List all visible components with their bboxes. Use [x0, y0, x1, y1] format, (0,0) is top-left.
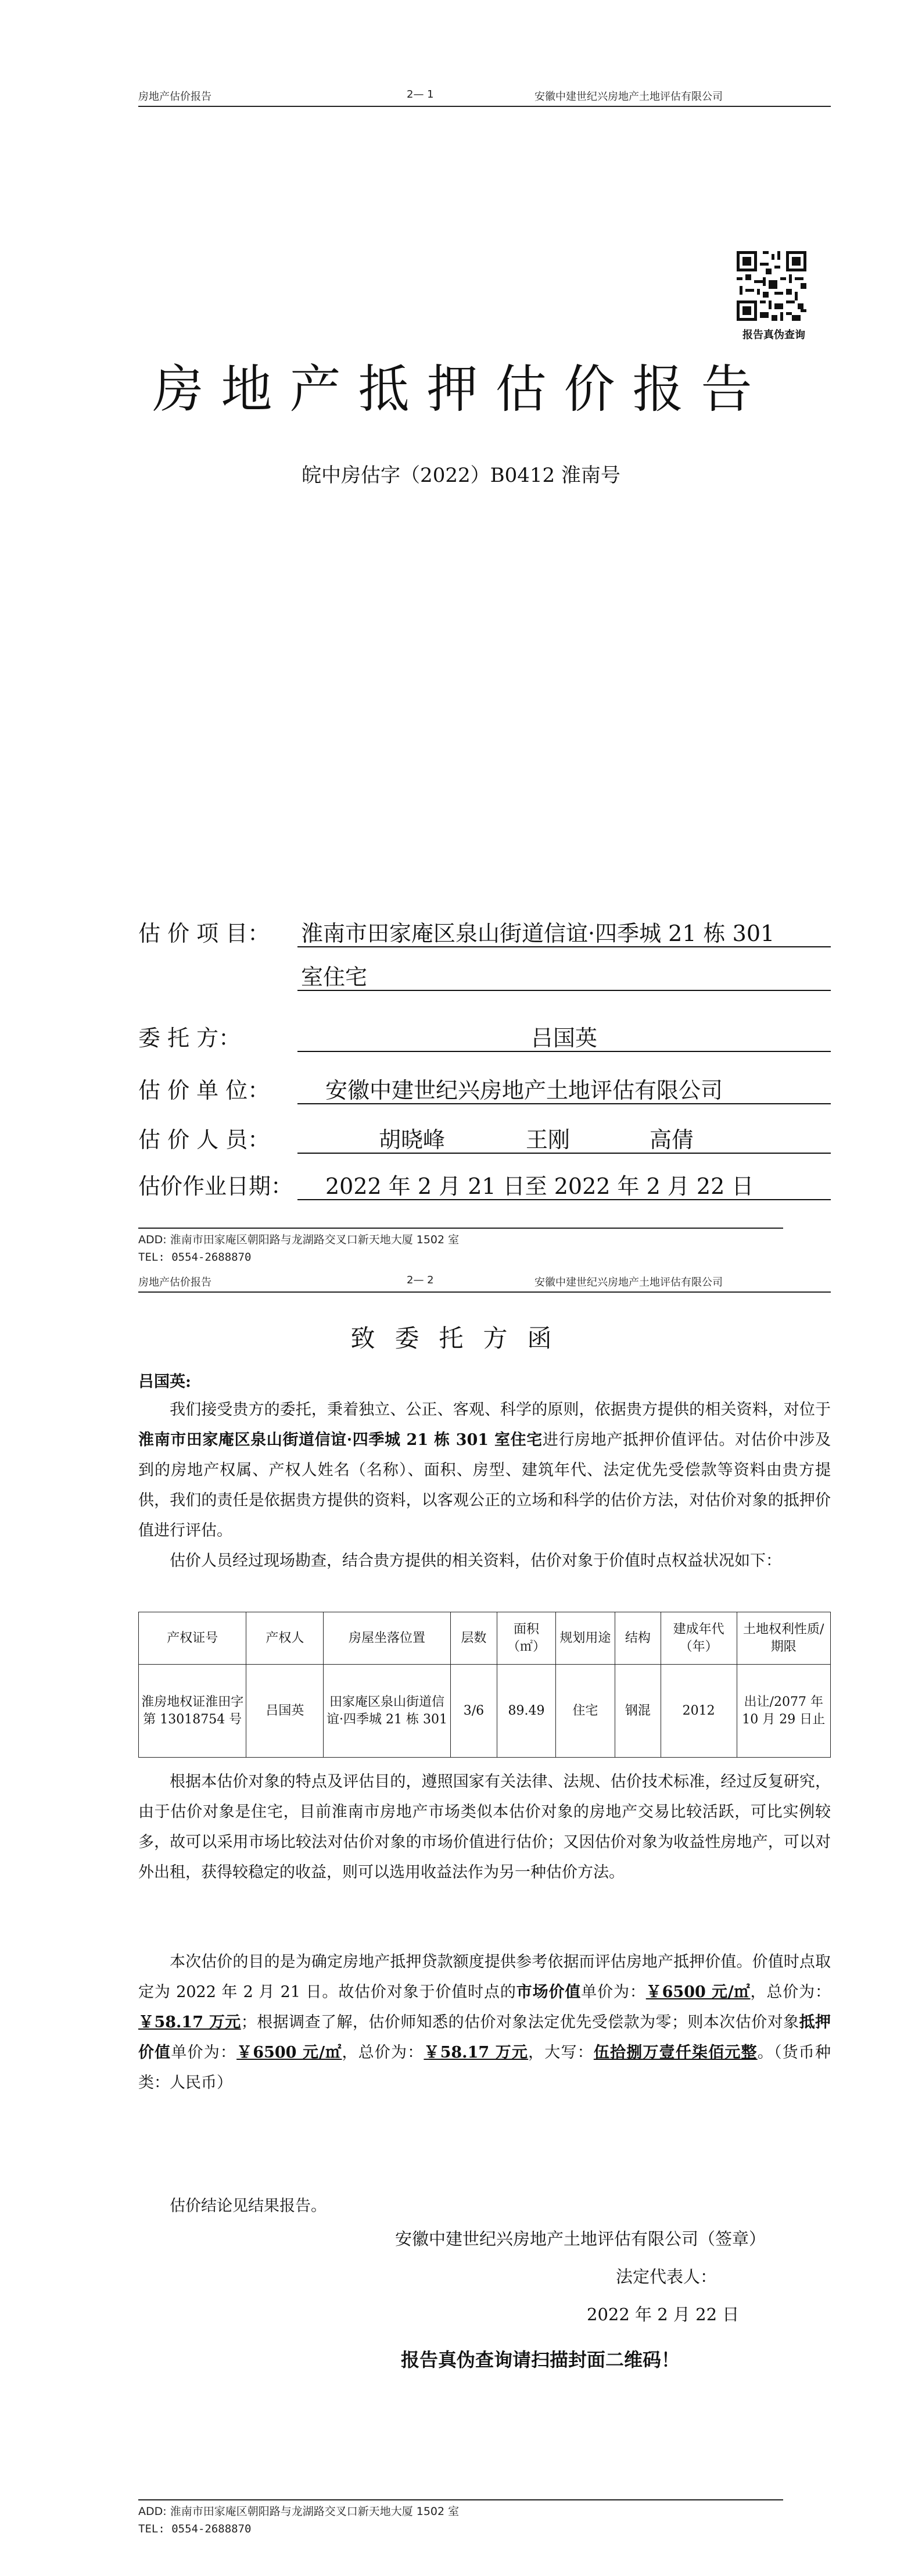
footer-rule — [138, 2499, 783, 2500]
staff-underline — [297, 1153, 831, 1154]
header-left: 房地产估价报告 — [138, 1276, 211, 1289]
footer-address: ADD: 淮南市田家庵区朝阳路与龙湖路交叉口新天地大厦 1502 室 — [138, 1233, 460, 1246]
project-label: 估 价 项 目： — [138, 921, 270, 946]
table-header: 产权证号 — [139, 1612, 246, 1665]
staff-member-2: 王刚 — [526, 1127, 571, 1153]
staff-member-3: 高倩 — [650, 1127, 694, 1153]
paragraph-3: 根据本估价对象的特点及评估目的，遵照国家有关法律、法规、估价技术标准，经过反复研究，由于估价对象是住宅，目前淮南市房地产市场类似本估价对象的房地产交易比较活跃，可比实例较多，故可以采用市场比较法对估价对象的市场价值进行估价；又因估价对象为收益性房地产，可以对外出租，获得较稳定的收益，则可以选用收益法作为另一种估价方法。 — [138, 1773, 831, 1881]
org-label: 估 价 单 位： — [138, 1078, 270, 1103]
footer-address: ADD: 淮南市田家庵区朝阳路与龙湖路交叉口新天地大厦 1502 室 — [138, 2505, 460, 2518]
date-label: 估价作业日期： — [138, 1173, 293, 1199]
date-value: 2022 年 2 月 21 日至 2022 年 2 月 22 日 — [325, 1173, 754, 1199]
header-right: 安徽中建世纪兴房地产土地评估有限公司 — [534, 91, 723, 103]
staff-label: 估 价 人 员： — [138, 1127, 270, 1153]
table-header: 规划用途 — [555, 1612, 615, 1665]
paragraph-2: 估价人员经过现场勘查，结合贵方提供的相关资料，估价对象于价值时点权益状况如下： — [170, 1552, 781, 1570]
report-number: 皖中房估字（2022）B0412 淮南号 — [302, 464, 620, 487]
footer-tel: TEL: 0554-2688870 — [138, 1251, 252, 1264]
header-rule — [138, 1291, 831, 1293]
paragraph-1: 我们接受贵方的委托，秉着独立、公正、客观、科学的原则，依据贵方提供的相关资料，对位于淮南市田家庵区泉山街道信谊·四季城 21 栋 301 室住宅进行房地产抵押价值评估。对估价中涉及到的房地产权属、产权人姓名（名称）、面积、房型、建筑年代、法定优先受偿款等资料由贵方提供，我们的责任是依据贵方提供的资料，以客观公正的立场和科学的估价方法，对估价对象的抵押价值进行评估。 — [138, 1401, 831, 1540]
footer-rule — [138, 1228, 783, 1229]
signature-date: 2022 年 2 月 22 日 — [587, 2305, 740, 2324]
table-cell: 吕国英 — [246, 1665, 324, 1758]
signature-company: 安徽中建世纪兴房地产土地评估有限公司（签章） — [395, 2229, 766, 2249]
signature-representative: 法定代表人： — [616, 2267, 717, 2287]
header-left: 房地产估价报告 — [138, 91, 211, 103]
qr-code-icon[interactable] — [737, 251, 806, 321]
paragraph-4: 本次估价的目的是为确定房地产抵押贷款额度提供参考依据而评估房地产抵押价值。价值时点取定为 2022 年 2 月 21 日。故估价对象于价值时点的市场价值单价为：￥6500 元/㎡，总价为：￥58.17 万元；根据调查了解，估价师知悉的估价对象法定优先受偿款为零；则本次估价对象抵押价值单价为：￥6500 元/㎡，总价为：￥58.17 万元，大写：伍拾捌万壹仟柒佰元整。（货币种类：人民币） — [138, 1953, 831, 2092]
table-header-row — [139, 1612, 831, 1665]
table-header: 建成年代（年） — [661, 1612, 737, 1665]
property-table — [138, 1612, 831, 1758]
table-cell: 89.49 — [497, 1665, 555, 1758]
salutation: 吕国英: — [138, 1373, 191, 1391]
header-rule — [138, 106, 831, 107]
table-row — [139, 1665, 831, 1758]
client-value: 吕国英 — [530, 1025, 597, 1051]
table-header: 土地权利性质/期限 — [737, 1612, 830, 1665]
qr-caption: 报告真伪查询 — [742, 329, 805, 341]
footer-tel: TEL: 0554-2688870 — [138, 2523, 252, 2535]
project-underline-2 — [297, 990, 831, 991]
project-value-line2: 室住宅 — [301, 964, 368, 990]
client-underline — [297, 1051, 831, 1052]
project-underline-1 — [297, 946, 831, 947]
table-cell: 出让/2077 年 10 月 29 日止 — [737, 1665, 830, 1758]
table-cell: 3/6 — [450, 1665, 497, 1758]
report-title: 房地产抵押估价报告 — [152, 359, 770, 419]
table-header: 房屋坐落位置 — [324, 1612, 450, 1665]
table-header: 结构 — [615, 1612, 661, 1665]
letter-title: 致委托方函 — [350, 1324, 572, 1353]
date-underline — [297, 1199, 831, 1200]
client-label: 委 托 方： — [138, 1025, 241, 1051]
header-right: 安徽中建世纪兴房地产土地评估有限公司 — [534, 1276, 723, 1289]
authenticity-notice: 报告真伪查询请扫描封面二维码！ — [401, 2349, 680, 2371]
table-cell: 2012 — [661, 1665, 737, 1758]
table-cell: 住宅 — [555, 1665, 615, 1758]
staff-member-1: 胡晓峰 — [379, 1127, 446, 1153]
table-header: 层数 — [450, 1612, 497, 1665]
table-cell: 淮房地权证淮田字第 13018754 号 — [139, 1665, 246, 1758]
paragraph-5: 估价结论见结果报告。 — [170, 2197, 327, 2215]
table-cell: 钢混 — [615, 1665, 661, 1758]
org-underline — [297, 1103, 831, 1104]
table-header: 面积（㎡） — [497, 1612, 555, 1665]
project-value-line1: 淮南市田家庵区泉山街道信谊·四季城 21 栋 301 — [301, 921, 775, 946]
header-page-number: 2— 1 — [407, 88, 434, 101]
table-header: 产权人 — [246, 1612, 324, 1665]
org-value: 安徽中建世纪兴房地产土地评估有限公司 — [325, 1078, 723, 1103]
table-cell: 田家庵区泉山街道信谊·四季城 21 栋 301 — [324, 1665, 450, 1758]
header-page-number: 2— 2 — [407, 1274, 434, 1286]
